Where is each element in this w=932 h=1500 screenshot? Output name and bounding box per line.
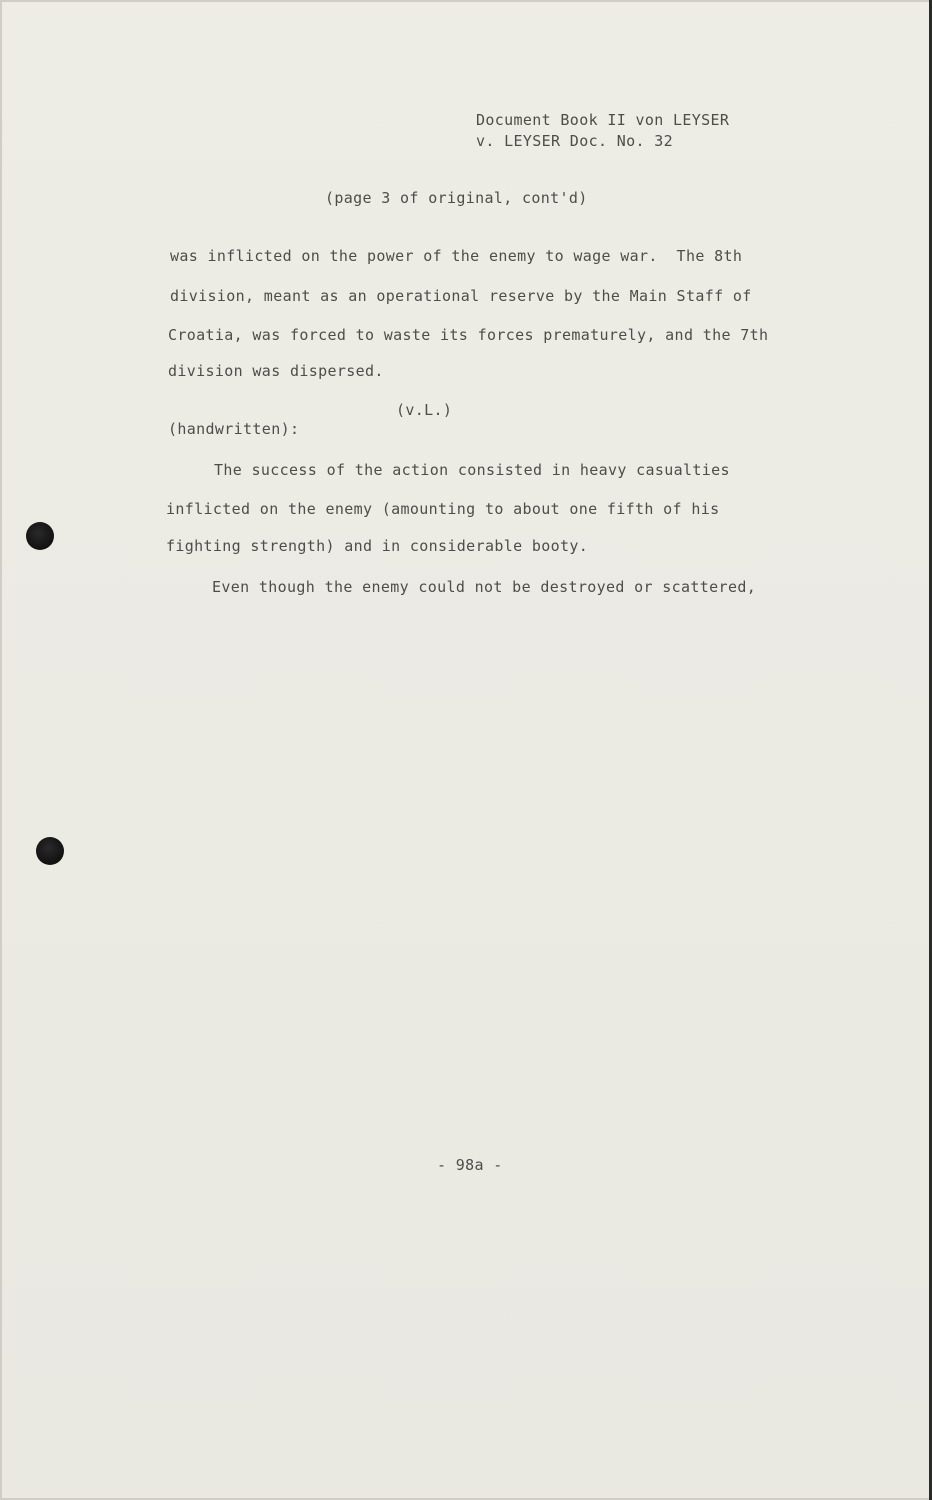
handwritten-line: fighting strength) and in considerable booty. <box>166 537 589 555</box>
handwritten-line: inflicted on the enemy (amounting to about one fifth of his <box>166 500 720 518</box>
page-marker: (page 3 of original, cont'd) <box>325 189 588 207</box>
page-number: - 98a - <box>437 1156 503 1174</box>
handwritten-line: The success of the action consisted in heavy casualties <box>214 461 730 479</box>
body-line: was inflicted on the power of the enemy to wage war. The 8th <box>170 247 743 265</box>
initials: (v.L.) <box>396 401 453 419</box>
punch-hole <box>36 837 64 865</box>
punch-hole <box>26 522 54 550</box>
body-line: division, meant as an operational reserve by the Main Staff of <box>170 287 752 305</box>
body-line: Croatia, was forced to waste its forces prematurely, and the 7th <box>168 326 769 344</box>
document-book-reference: Document Book II von LEYSER <box>476 111 730 129</box>
body-line: division was dispersed. <box>168 362 384 380</box>
handwritten-line: Even though the enemy could not be destroyed or scattered, <box>212 578 757 596</box>
document-number: v. LEYSER Doc. No. 32 <box>476 132 673 150</box>
handwritten-label: (handwritten): <box>168 420 300 438</box>
